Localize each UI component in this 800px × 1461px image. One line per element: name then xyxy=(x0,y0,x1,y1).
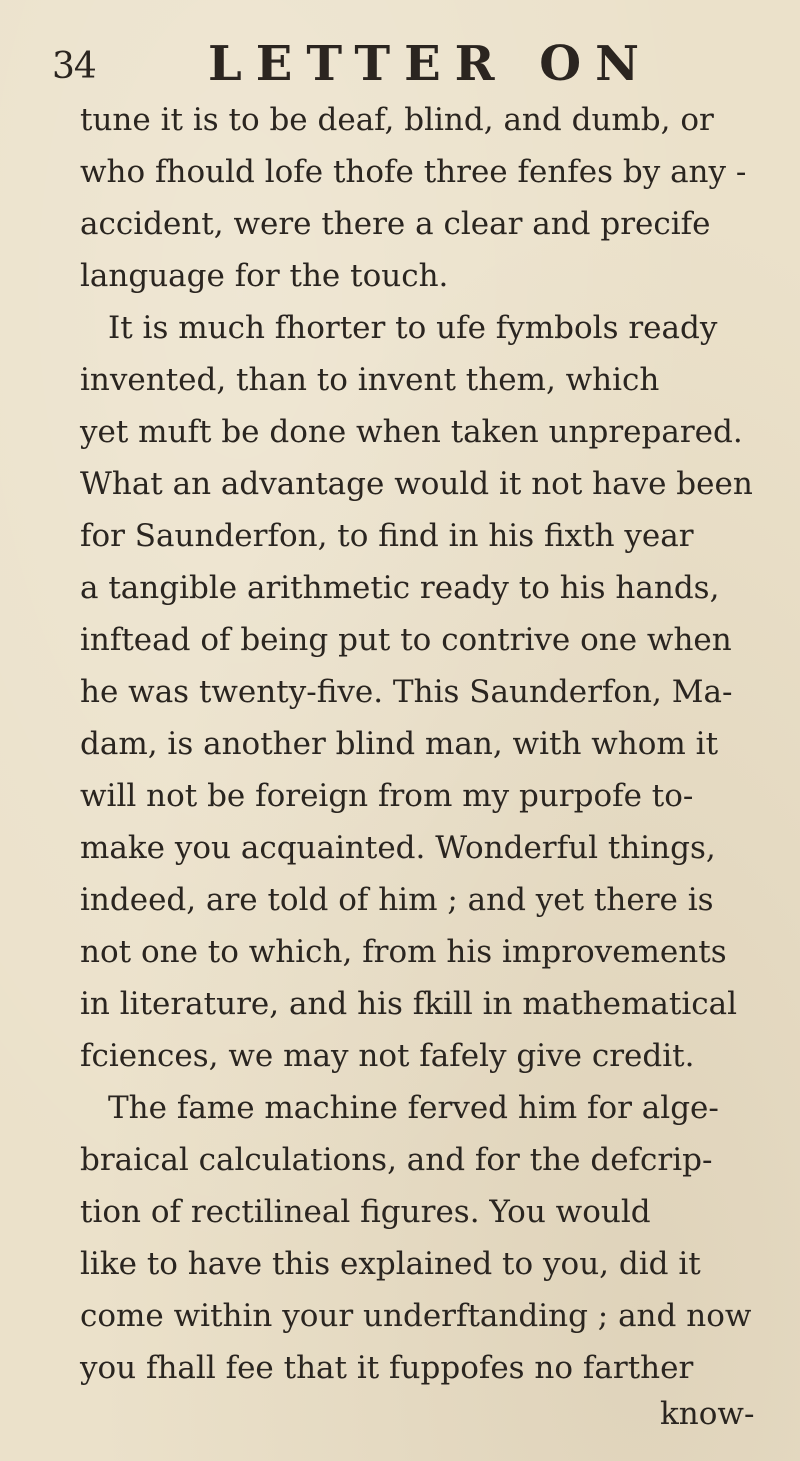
text-line: like to have this explained to you, did it xyxy=(80,1246,701,1282)
text-line: The fame machine ferved him for alge- xyxy=(108,1090,719,1126)
text-line: dam, is another blind man, with whom it xyxy=(80,726,719,762)
page-header xyxy=(48,36,760,90)
text-line: tune it is to be deaf, blind, and dumb, or xyxy=(80,102,714,138)
text-line: accident, were there a clear and precife xyxy=(80,206,711,242)
text-line: in literature, and his fkill in mathematical xyxy=(80,986,737,1022)
text-line: you fhall fee that it fuppofes no farther xyxy=(80,1350,694,1386)
text-line: It is much fhorter to ufe fymbols ready xyxy=(108,310,718,346)
text-line: who fhould lofe thofe three fenfes by any - xyxy=(80,154,747,190)
text-line: not one to which, from his improvements xyxy=(80,934,727,970)
running-head: LETTER ON xyxy=(208,36,653,92)
catchword: know- xyxy=(660,1396,755,1432)
text-line: What an advantage would it not have been xyxy=(80,466,753,502)
text-line: language for the touch. xyxy=(80,258,449,294)
text-line: for Saunderfon, to find in his fixth year xyxy=(80,518,694,554)
text-line: fciences, we may not fafely give credit. xyxy=(80,1038,695,1074)
text-line: yet muft be done when taken unprepared. xyxy=(80,414,743,450)
text-line: a tangible arithmetic ready to his hands, xyxy=(80,570,720,606)
text-line: indeed, are told of him ; and yet there is xyxy=(80,882,714,918)
text-line: come within your underftanding ; and now xyxy=(80,1298,752,1334)
text-line: invented, than to invent them, which xyxy=(80,362,660,398)
page-number: 34 xyxy=(52,46,96,87)
text-line: tion of rectilineal figures. You would xyxy=(80,1194,651,1230)
text-line: braical calculations, and for the defcrip- xyxy=(80,1142,713,1178)
text-line: will not be foreign from my purpofe to- xyxy=(80,778,694,814)
text-line: he was twenty-five. This Saunderfon, Ma- xyxy=(80,674,733,710)
text-line: inftead of being put to contrive one when xyxy=(80,622,732,658)
text-line: make you acquainted. Wonderful things, xyxy=(80,830,716,866)
